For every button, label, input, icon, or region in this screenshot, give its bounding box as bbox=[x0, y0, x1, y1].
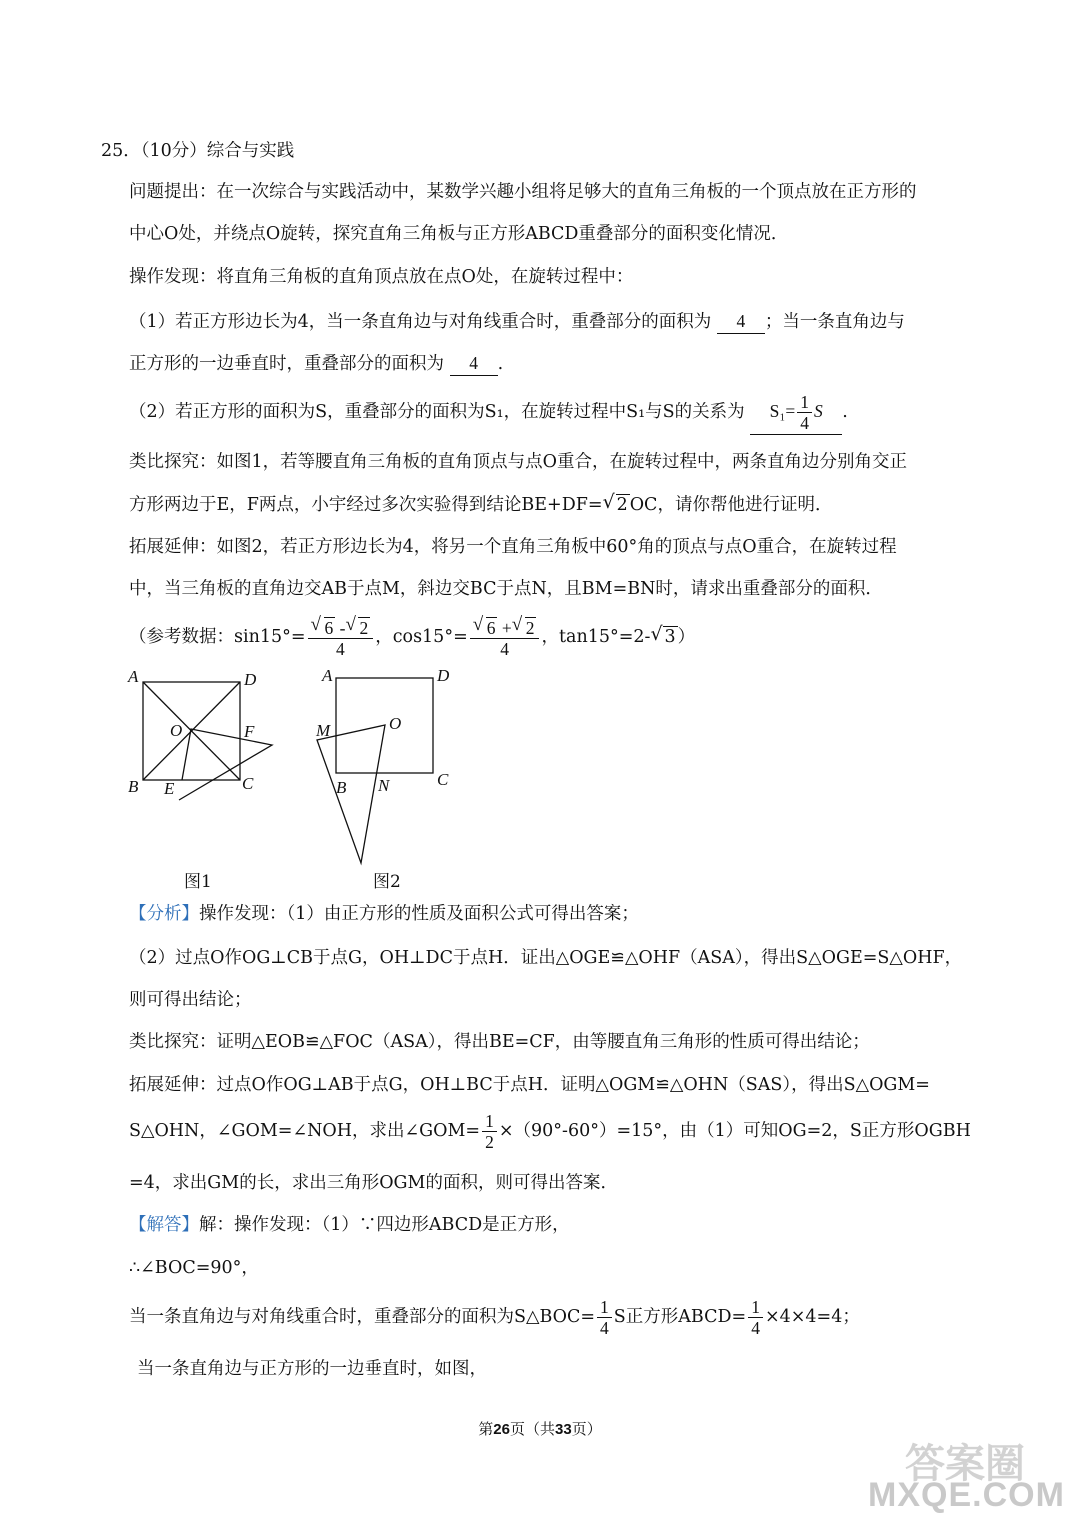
solution3-mid: S正方形ABCD= bbox=[613, 1307, 747, 1327]
answer3-num: 1 bbox=[797, 392, 812, 413]
analysis-line-4: 类比探究：证明△EOB≌△FOC（ASA），得出BE=CF，由等腰直角三角形的性质可得出结论； bbox=[129, 1032, 870, 1052]
footer-pre: 第 bbox=[478, 1420, 494, 1438]
solution3-den: 4 bbox=[600, 1318, 609, 1338]
answer-blank-3 bbox=[750, 388, 842, 435]
sin-rad-a: √ 6 bbox=[324, 617, 336, 638]
part1-text-b: ；当一条直角边与 bbox=[764, 312, 905, 332]
sqrt-2: √ 2 bbox=[616, 494, 630, 515]
analysis-line-5: 拓展延伸：过点O作OG⊥AB于点G，OH⊥BC于点H．证明△OGM≌△OHN（SAS），得出S△OGM= bbox=[129, 1075, 930, 1095]
paragraph-problem-1: 问题提出：在一次综合与实践活动中，某数学兴趣小组将足够大的直角三角板的一个顶点放在正方形的 bbox=[129, 182, 917, 202]
part1-text-d: . bbox=[497, 354, 504, 374]
analysis6-num: 1 bbox=[482, 1111, 497, 1132]
answer3-post: S bbox=[814, 401, 823, 421]
fig2-label-a: A bbox=[322, 666, 333, 685]
solution3-post: ×4×4=4； bbox=[764, 1307, 860, 1327]
solution3-fraction-b bbox=[748, 1297, 763, 1338]
question-header: 25．（10分）综合与实践 bbox=[101, 141, 295, 161]
analysis6-pre: S△OHN，∠GOM=∠NOH，求出∠GOM= bbox=[129, 1121, 481, 1141]
ref-post: ） bbox=[677, 627, 696, 647]
watermark-text: MXQE.COM bbox=[868, 1476, 1065, 1514]
ref-mid1: ，cos15°= bbox=[375, 627, 468, 647]
solution-text-1: 解：操作发现：（1）∵四边形ABCD是正方形， bbox=[199, 1215, 570, 1235]
reference-data bbox=[129, 612, 695, 662]
solution3-num: 1 bbox=[597, 1297, 612, 1318]
paragraph-extension-1: 拓展延伸：如图2，若正方形边长为4，将另一个直角三角板中60°角的顶点与点O重合，在旋转过程 bbox=[129, 537, 897, 557]
solution-line-3 bbox=[129, 1292, 860, 1342]
sin-op: - bbox=[339, 617, 346, 638]
sin-rad-b: √ 2 bbox=[358, 617, 370, 638]
answer-blank-2: 4 bbox=[450, 351, 498, 376]
analysis-line-7: =4，求出GM的长，求出三角形OGM的面积，则可得出答案． bbox=[129, 1173, 618, 1193]
footer-page-number: 26 bbox=[493, 1421, 510, 1438]
part2-end: . bbox=[842, 402, 848, 422]
solution-line-4: 当一条直角边与正方形的一边垂直时，如图， bbox=[137, 1359, 487, 1379]
solution-tag: 【解答】 bbox=[129, 1215, 199, 1235]
watermark-logo: 答案圈 bbox=[905, 1441, 1025, 1487]
cos-op: + bbox=[501, 617, 512, 638]
ref-pre: （参考数据：sin15°= bbox=[129, 627, 306, 647]
fig1-label-f: F bbox=[244, 722, 255, 741]
footer-total-pages: 33 bbox=[555, 1421, 572, 1438]
figures bbox=[120, 660, 480, 900]
solution3-num2: 1 bbox=[748, 1297, 763, 1318]
answer-blank-1: 4 bbox=[717, 309, 765, 334]
cos-rad-a: √ 6 bbox=[486, 617, 498, 638]
fig1-label-o: O bbox=[170, 721, 183, 740]
fig2-caption: 图2 bbox=[373, 872, 401, 892]
part2-line bbox=[129, 388, 848, 435]
ref-mid2: ，tan15°=2- bbox=[541, 627, 651, 647]
part1-text-c: 正方形的一边垂直时，重叠部分的面积为 bbox=[129, 354, 444, 374]
analysis6-den: 2 bbox=[485, 1132, 494, 1152]
fig1-label-e: E bbox=[164, 779, 175, 798]
paragraph-operation: 操作发现：将直角三角板的直角顶点放在点O处，在旋转过程中： bbox=[129, 267, 634, 287]
figure-2 bbox=[317, 678, 433, 863]
cos-fraction bbox=[470, 617, 540, 659]
analysis-text-1: 操作发现：（1）由正方形的性质及面积公式可得出答案； bbox=[199, 904, 639, 924]
answer3-fraction bbox=[797, 392, 812, 433]
footer-mid: 页（共 bbox=[509, 1420, 555, 1438]
answer3-pre: S₁= bbox=[769, 401, 796, 421]
figure-2-labels bbox=[315, 666, 450, 892]
sin-fraction bbox=[308, 617, 374, 659]
fig2-label-d: D bbox=[437, 666, 450, 685]
fig1-label-b: B bbox=[128, 777, 139, 796]
fig2-label-c: C bbox=[437, 770, 449, 789]
part1-line1 bbox=[129, 309, 905, 334]
fig2-label-n: N bbox=[378, 776, 390, 795]
fig1-caption: 图1 bbox=[184, 872, 212, 892]
solution-line-1 bbox=[129, 1213, 570, 1237]
paragraph-analogy-2 bbox=[129, 493, 832, 517]
analogy-text-a: 方形两边于E，F两点，小宇经过多次实验得到结论BE+DF= bbox=[129, 495, 603, 515]
cos-den: 4 bbox=[500, 638, 509, 659]
fig2-triangle bbox=[317, 725, 385, 863]
fig1-label-a: A bbox=[128, 667, 139, 686]
solution3-den2: 4 bbox=[751, 1318, 760, 1338]
answer3-den: 4 bbox=[800, 413, 810, 434]
solution-line-2: ∴∠BOC=90°， bbox=[129, 1258, 259, 1278]
analysis6-fraction bbox=[482, 1111, 497, 1152]
tan-rad: √ 3 bbox=[663, 626, 677, 647]
fig2-label-b: B bbox=[336, 778, 347, 797]
fig2-label-o: O bbox=[389, 714, 402, 733]
cos-rad-b: √ 2 bbox=[525, 617, 537, 638]
part2-text: （2）若正方形的面积为S，重叠部分的面积为S₁，在旋转过程中S₁与S的关系为 bbox=[129, 402, 745, 422]
paragraph-extension-2: 中，当三角板的直角边交AB于点M，斜边交BC于点N，且BM=BN时，请求出重叠部分的面积． bbox=[129, 579, 883, 599]
analysis-tag: 【分析】 bbox=[129, 904, 199, 924]
analogy-text-b: OC，请你帮他进行证明． bbox=[629, 495, 833, 515]
part1-line2 bbox=[129, 351, 503, 376]
paragraph-problem-2: 中心O处，并绕点O旋转，探究直角三角板与正方形ABCD重叠部分的面积变化情况． bbox=[129, 224, 789, 244]
part1-text-a: （1）若正方形边长为4，当一条直角边与对角线重合时，重叠部分的面积为 bbox=[129, 312, 712, 332]
fig2-label-m: M bbox=[316, 721, 331, 740]
analysis-line-2: （2）过点O作OG⊥CB于点G，OH⊥DC于点H．证出△OGE≌△OHF（ASA），得出S△OGE=S△OHF， bbox=[129, 948, 963, 968]
analysis-line-1 bbox=[129, 902, 639, 926]
sin-den: 4 bbox=[336, 638, 345, 659]
analysis-line-3: 则可得出结论； bbox=[129, 990, 252, 1010]
analysis6-post: ×（90°-60°）=15°，由（1）可知OG=2，S正方形OGBH bbox=[498, 1121, 971, 1141]
paragraph-analogy-1: 类比探究：如图1，若等腰直角三角板的直角顶点与点O重合，在旋转过程中，两条直角边分别角交正 bbox=[129, 452, 907, 472]
footer-post: 页） bbox=[571, 1420, 602, 1438]
solution3-fraction-a bbox=[597, 1297, 612, 1338]
fig1-label-d: D bbox=[244, 670, 257, 689]
fig1-label-c: C bbox=[242, 774, 254, 793]
analysis-line-6 bbox=[129, 1108, 971, 1154]
solution3-pre: 当一条直角边与对角线重合时，重叠部分的面积为S△BOC= bbox=[129, 1307, 596, 1327]
